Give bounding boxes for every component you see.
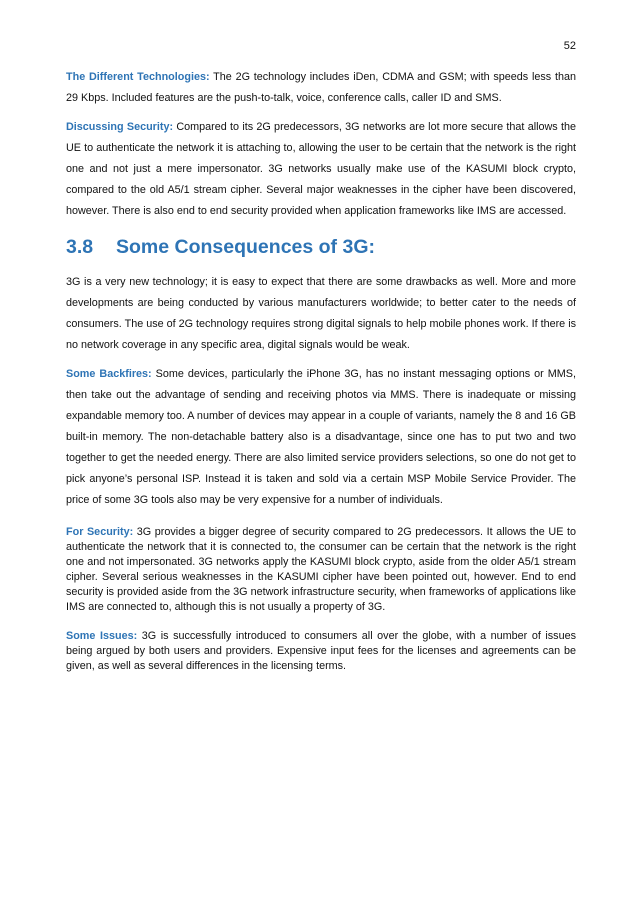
paragraph-intro	[66, 272, 576, 356]
page-body	[66, 67, 576, 674]
section-title: Some Consequences of 3G:	[116, 236, 375, 258]
paragraph-text: 3G is successfully introduced to consumers all over the globe, with a number of issues being argued by both users and providers. Expensive input fees for the licenses and agreements can be given, as well as several differences in the licensing terms.	[66, 630, 576, 672]
paragraph-for-security	[66, 525, 576, 615]
paragraph-text: 3G provides a bigger degree of security compared to 2G predecessors. It allows the UE to authenticate the network that it is connected to, the consumer can be certain that the network is the right one and not impersonated. 3G networks apply the KASUMI block crypto, aside from the older A5/1 stream cipher. Several serious weaknesses in the KASUMI cipher have been pointed out, however. End to end security is provided aside from the 3G network infrastructure security, when frameworks of applications like IMS are connected to, although this is not usually a property of 3G.	[66, 526, 576, 613]
paragraph-lead: Some Issues:	[66, 630, 138, 642]
page-number: 52	[563, 40, 576, 52]
paragraph-text: Compared to its 2G predecessors, 3G networks are lot more secure that allows the UE to authenticate the network it is attaching to, allowing the user to be certain that the network is the right one and not just a mere impersonator. 3G networks usually make use of the KASUMI block crypto, compared to the old A5/1 stream cipher. Several major weaknesses in the cipher have been discovered, however. There is also end to end security provided when application frameworks like IMS are accessed.	[66, 121, 576, 217]
section-number: 3.8	[66, 236, 94, 258]
paragraph-text: The 2G technology includes iDen, CDMA and GSM; with speeds less than 29 Kbps. Included features are the push-to-talk, voice, conference calls, caller ID and SMS.	[66, 71, 576, 104]
paragraph-backfires	[66, 364, 576, 511]
paragraph-lead: The Different Technologies:	[66, 71, 210, 83]
section-heading	[66, 234, 576, 260]
paragraph-lead: For Security:	[66, 526, 134, 538]
paragraph-different-technologies	[66, 67, 576, 109]
paragraph-text: Some devices, particularly the iPhone 3G, has no instant messaging options or MMS, then take out the advantage of sending and receiving photos via MMS. There is inadequate or missing expandable memory too. A number of devices may appear in a couple of variants, namely the 8 and 16 GB built-in memory. The non-detachable battery also is a disadvantage, since one has to put two and two together to get the needed energy. There are also limited service providers selections, so one do not get to pick anyone’s personal ISP. Instead it is taken and sold via a certain MSP Mobile Service Provider. The price of some 3G tools also may be very expensive for a number of individuals.	[66, 368, 576, 506]
paragraph-lead: Discussing Security:	[66, 121, 174, 133]
paragraph-discussing-security	[66, 117, 576, 222]
paragraph-text: 3G is a very new technology; it is easy to expect that there are some drawbacks as well. More and more developments are being conducted by various manufacturers worldwide; to better cater to the needs of consumers. The use of 2G technology requires strong digital signals to help mobile phones work. If there is no network coverage in any specific area, digital signals would be weak.	[66, 276, 576, 351]
paragraph-some-issues	[66, 629, 576, 674]
paragraph-lead: Some Backfires:	[66, 368, 152, 380]
